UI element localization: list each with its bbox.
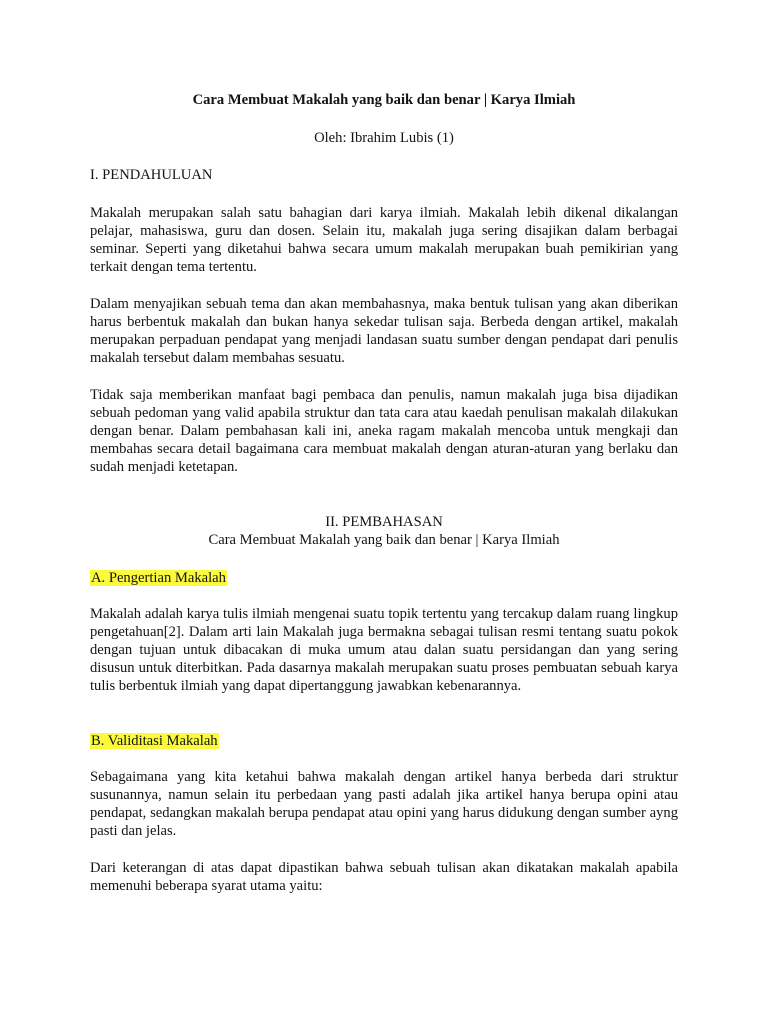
subsection-b-paragraph-1: Sebagaimana yang kita ketahui bahwa makalah dengan artikel hanya berbeda dari struktur susunannya, namun selain itu perbedaan yang pasti adalah jika artikel hanya berupa opini atau pendapat, sedangkan makalah berupa pendapat atau opini yang harus didukung dengan sumber ayng pasti dan jelas. [90, 769, 678, 839]
section2-heading: II. PEMBAHASAN [325, 514, 443, 530]
subsection-a-paragraph: Makalah adalah karya tulis ilmiah mengenai suatu topik tertentu yang tercakup dalam ruang lingkup pengetahuan[2]. Dalam arti lain Makalah juga bermakna sebagai tulisan resmi tentang suatu pokok dengan tujuan untuk dibacakan di muka umum atau dalan suatu persidangan dan yang sering disusun untuk diterbitkan. Pada dasarnya makalah merupakan suatu proses pembuatan sebuah karya tulis berbentuk ilmiah yang dapat dipertanggung jawabkan kebenarannya. [90, 606, 678, 694]
section2-subtitle: Cara Membuat Makalah yang baik dan benar | Karya Ilmiah [208, 532, 560, 548]
document-body [90, 91, 678, 914]
subsection-b-paragraph-2: Dari keterangan di atas dapat dipastikan bahwa sebuah tulisan akan dikatakan makalah apabila memenuhi beberapa syarat utama yaitu: [90, 860, 678, 894]
intro-paragraph-2: Dalam menyajikan sebuah tema dan akan membahasnya, maka bentuk tulisan yang akan diberikan harus berbentuk makalah dan bukan hanya sekedar tulisan saja. Berbeda dengan artikel, makalah merupakan perpaduan pendapat yang menjadi landasan suatu sumber dengan pendapat dari penulis makalah tersebut dalam membahas sesuatu. [90, 296, 678, 366]
document-title: Cara Membuat Makalah yang baik dan benar | Karya Ilmiah [192, 92, 576, 108]
subsection-a-title: A. Pengertian Makalah [91, 570, 226, 586]
intro-heading: I. PENDAHULUAN [90, 167, 213, 183]
subsection-b-title: B. Validitasi Makalah [91, 733, 218, 749]
document-author: Oleh: Ibrahim Lubis (1) [314, 130, 454, 146]
subsection-b-heading [90, 732, 678, 750]
subsection-a-heading [90, 569, 678, 587]
section2-header [90, 513, 678, 549]
intro-paragraph-3: Tidak saja memberikan manfaat bagi pembaca dan penulis, namun makalah juga bisa dijadikan sebuah pedoman yang valid apabila struktur dan tata cara atau kaedah penulisan makalah dilakukan dengan benar. Dalam pembahasan kali ini, aneka ragam makalah mencoba untuk mengkaji dan membahas secara detail bagaimana cara membuat makalah dengan aturan-aturan yang berlaku dan sudah menjadi ketetapan. [90, 387, 678, 475]
intro-paragraph-1: Makalah merupakan salah satu bahagian dari karya ilmiah. Makalah lebih dikenal dikalangan pelajar, mahasiswa, guru dan dosen. Selain itu, makalah juga sering disajikan dalam berbagai seminar. Seperti yang diketahui bahwa secara umum makalah merupakan buah pemikirian yang terkait dengan tema tertentu. [90, 205, 678, 275]
